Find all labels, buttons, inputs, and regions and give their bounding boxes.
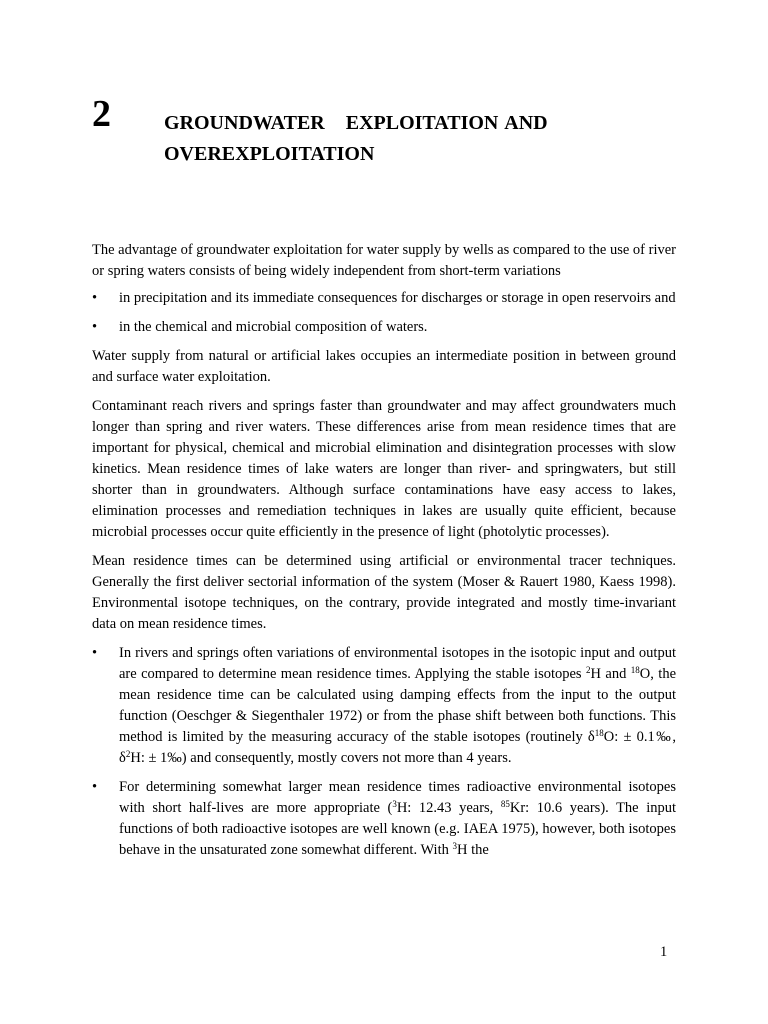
stable-isotopes-text: In rivers and springs often variations of environmental isotopes in the isotopic input and output are compared to determine mean residence times. Applying the stable isotopes $^2$H and $^{18}$O, the mean residence time can be calculated using damping effects from the input to the output function (Oeschger & Siegenthaler 1972) or from the phase shift between both functions. This method is limited by the measuring accuracy of the stable isotopes (routinely $\delta^{18}O$: ± 0.1‰, $\delta^2H$: ± 1‰) and consequently, mostly covers not more than 4 years. [119,645,676,766]
contaminants-paragraph: Contaminant reach rivers and springs faster than groundwater and may affect groundwaters much longer than spring and river waters. These differences arise from mean residence times that are important for physical, chemical and microbial elimination and disintegration processes with slow kinetics. Mean residence times of lake waters are longer than river- and springwaters, but still shorter than in groundwaters. Although surface contaminations have easy access to lakes, elimination processes and remediation techniques in lakes are usually quite efficient, because microbial processes occur quite efficiently in the presence of light (photolytic processes). [92,398,676,540]
chapter-title [164,108,634,170]
chapter-title-line-2: OVEREXPLOITATION [164,143,375,165]
list-item [92,777,676,861]
bullet-icon: • [92,319,98,335]
intro-paragraph: The advantage of groundwater exploitation for water supply by wells as compared to the use of river or spring waters consists of being widely independent from short-term variations [92,242,676,279]
bullet-icon: • [92,290,98,306]
list-item [92,288,676,309]
list-item [92,643,676,769]
list-item [92,317,676,338]
list-item-text: in precipitation and its immediate consequences for discharges or storage in open reservoirs and [119,290,676,306]
bullet-icon: • [92,779,98,795]
chapter-number: 2 [92,93,111,135]
radioactive-isotopes-text: For determining somewhat larger mean residence times radioactive environmental isotopes with short half-lives are more appropriate ($^3$H: 12.43 years, $^{85}$Kr: 10.6 years). The input functions of both radioactive isotopes are well known (e.g. IAEA 1975), however, both isotopes behave in the unsaturated zone somewhat different. With $^3$H the [119,779,676,858]
page-number: 1 [660,944,668,960]
list-item-text: in the chemical and microbial composition of waters. [119,319,428,335]
bullet-icon: • [92,645,98,661]
body-text [92,240,676,869]
chapter-title-line-1: GROUNDWATER EXPLOITATION AND [164,112,548,134]
mean-residence-paragraph: Mean residence times can be determined using artificial or environmental tracer techniques. Generally the first deliver sectorial information of the system (Moser & Rauert 1980, Kaess 1998). Environmental isotope techniques, on the contrary, provide integrated and mostly time-invariant data on mean residence times. [92,553,676,632]
lakes-paragraph: Water supply from natural or artificial lakes occupies an intermediate position in between ground and surface water exploitation. [92,348,676,385]
